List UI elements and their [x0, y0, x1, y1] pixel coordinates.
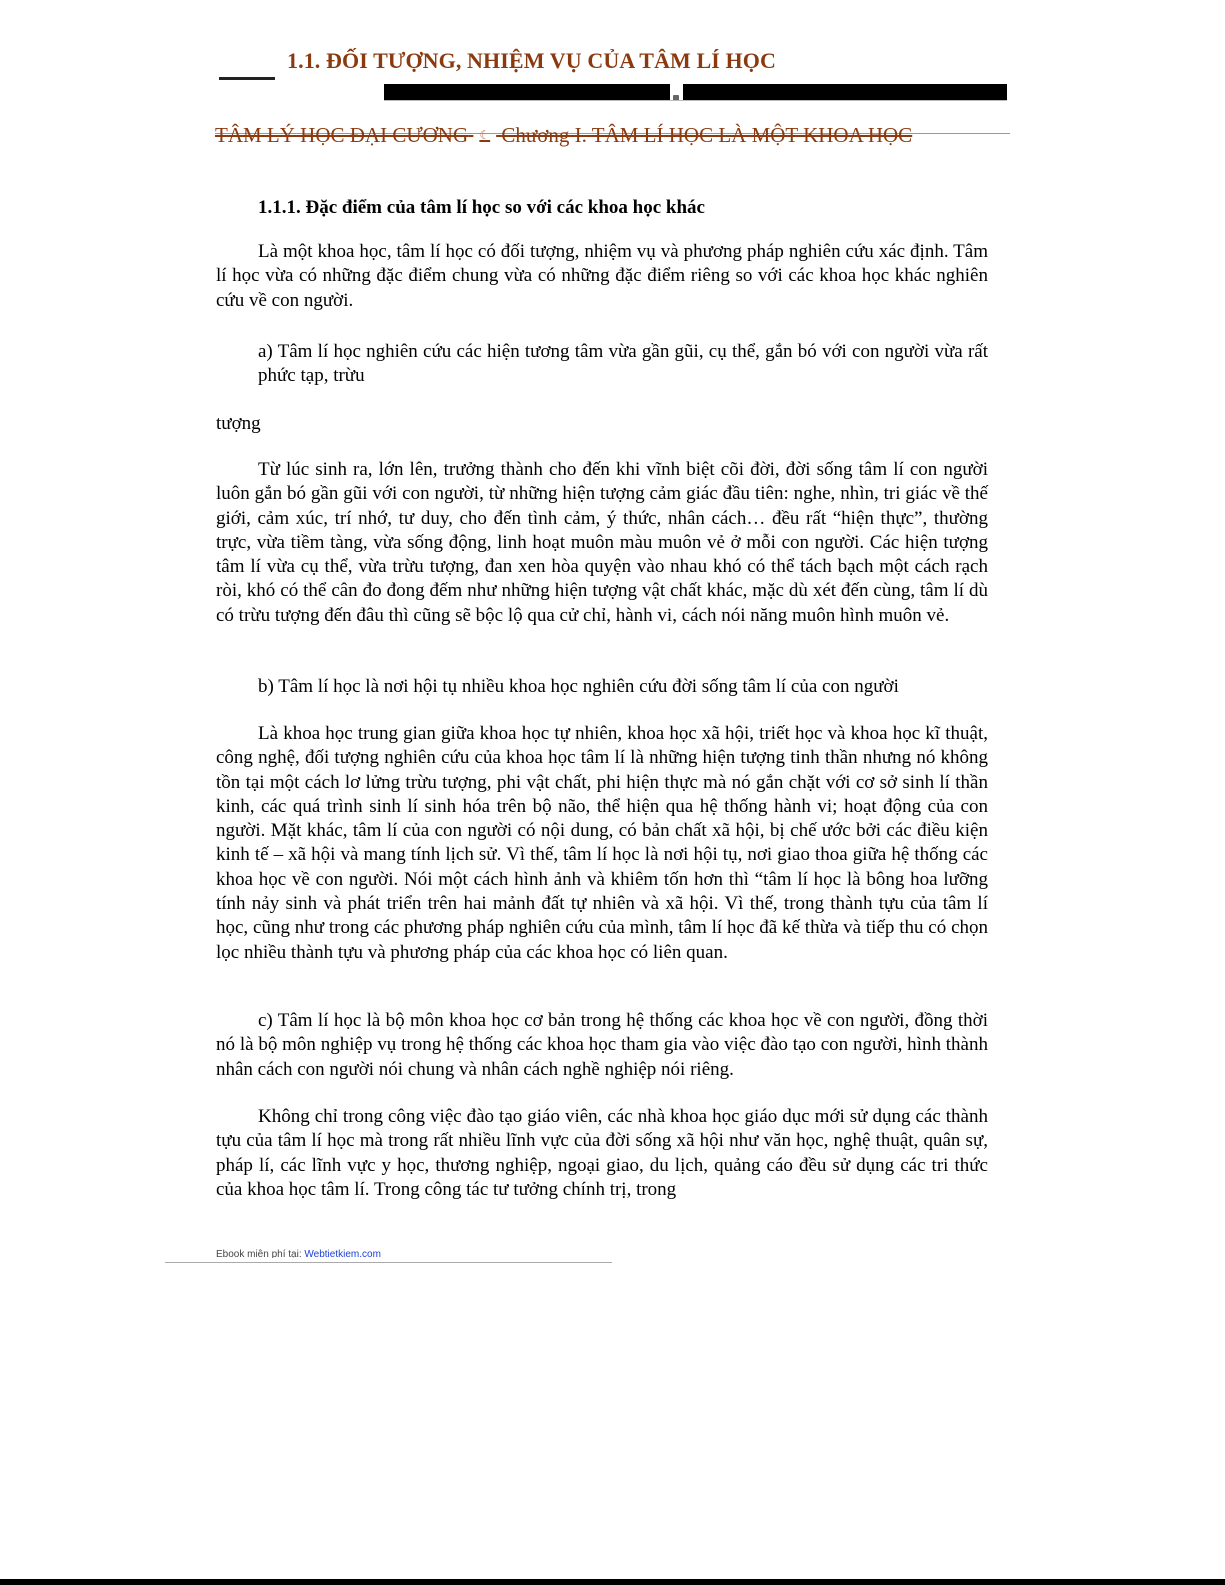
page-bottom-edge	[0, 1579, 1225, 1585]
header-bar-left	[384, 84, 670, 100]
footer-link[interactable]: Webtietkiem.com	[304, 1249, 381, 1258]
footer-prefix: Ebook miễn phí tại:	[216, 1249, 305, 1258]
item-c: c) Tâm lí học là bộ môn khoa học cơ bản trong hệ thống các khoa học về con người, đồng thời nó là bộ môn nghiệp vụ trong hệ thống các khoa học tham gia vào việc đào tạo con người, hình thành nhân cách con người nói chung và nhân cách nghề nghiệp nói riêng.	[216, 1010, 988, 1080]
footer-text	[216, 1249, 381, 1258]
running-head	[215, 123, 912, 148]
paragraph-a-body: Từ lúc sinh ra, lớn lên, trưởng thành cho đến khi vĩnh biệt cõi đời, đời sống tâm lí con người luôn gắn bó gần gũi với con người, từ những hiện tượng cảm giác đầu tiên: nghe, nhìn, tri giác về thế giới, cảm xúc, trí nhớ, tư duy, cho đến tình cảm, ý thức, nhân cách… đều rất “hiện thực”, thường trực, vừa tiềm tàng, vừa sống động, linh hoạt muôn màu muôn vẻ ở mỗi con người. Các hiện tượng tâm lí vừa cụ thể, vừa trừu tượng, đan xen hòa quyện vào nhau khó có thể tách bạch một cách rạch ròi, khó có thể cân đo đong đếm như những hiện tượng vật chất khác, mặc dù xét đến cùng, tâm lí dù có trừu tượng đến đâu thì cũng sẽ bộc lộ qua cử chỉ, hành vi, cách nói năng muôn hình muôn vẻ.	[216, 459, 988, 626]
breadcrumb-arrow-icon: ☾	[479, 128, 491, 142]
footer-rule	[165, 1262, 612, 1263]
book-title: TÂM LÝ HỌC ĐẠI CƯƠNG	[215, 123, 469, 147]
section-title: 1.1. ĐỐI TƯỢNG, NHIỆM VỤ CỦA TÂM LÍ HỌC	[287, 48, 776, 73]
paragraph-intro: Là một khoa học, tâm lí học có đối tượng, nhiệm vụ và phương pháp nghiên cứu xác định. Tâm lí học vừa có những đặc điểm chung vừa có những đặc điểm riêng so với các khoa học khác nghiên cứu về con người.	[216, 241, 988, 311]
item-b: b) Tâm lí học là nơi hội tụ nhiều khoa học nghiên cứu đời sống tâm lí của con người	[258, 676, 899, 697]
paragraph-c-body: Không chỉ trong công việc đào tạo giáo viên, các nhà khoa học giáo dục mới sử dụng các thành tựu của tâm lí học mà trong rất nhiều lĩnh vực của đời sống xã hội như văn học, nghệ thuật, quân sự, pháp lí, các lĩnh vực y học, thương nghiệp, ngoại giao, du lịch, quảng cáo đều sử dụng các tri thức của khoa học tâm lí. Trong công tác tư tưởng chính trị, trong	[216, 1106, 988, 1200]
title-underline	[219, 77, 275, 80]
chapter-title: Chương I. TÂM LÍ HỌC LÀ MỘT KHOA HỌC	[501, 123, 913, 147]
paragraph-b-body: Là khoa học trung gian giữa khoa học tự nhiên, khoa học xã hội, triết học và khoa học kĩ thuật, công nghệ, đối tượng nghiên cứu của khoa học tâm lí là những hiện tượng tinh thần nhưng nó không tồn tại một cách lơ lửng trừu tượng, phi vật chất, phi hiện thực mà nó gắn chặt với cơ sở sinh lí thần kinh, các quá trình sinh lí sinh hóa trên bộ não, thể hiện qua hệ thống hành vi; hoạt động của con người. Mặt khác, tâm lí của con người có nội dung, có bản chất xã hội, bị chế ước bởi các điều kiện kinh tế – xã hội và mang tính lịch sử. Vì thế, tâm lí học là nơi hội tụ, nơi giao thoa giữa hệ thống các khoa học về con người. Nói một cách hình ảnh và khiêm tốn hơn thì “tâm lí học là bông hoa lưỡng tính nảy sinh và phát triển trên hai mảnh đất tự nhiên và xã hội. Vì thế, trong thành tựu của tâm lí học, cũng như trong các phương pháp nghiên cứu của mình, tâm lí học đã kế thừa và tiếp thu có chọn lọc nhiều thành tựu và phương pháp của các khoa học có liên quan.	[216, 723, 988, 963]
item-a: a) Tâm lí học nghiên cứu các hiện tương tâm vừa gần gũi, cụ thể, gắn bó với con người vừa rất phức tạp, trừu	[258, 341, 988, 387]
subheading: 1.1.1. Đặc điểm của tâm lí học so với các khoa học khác	[258, 197, 705, 218]
item-a-continuation: tượng	[216, 413, 261, 434]
header-bar-shadow	[384, 100, 1007, 101]
header-bar-right	[683, 84, 1007, 100]
